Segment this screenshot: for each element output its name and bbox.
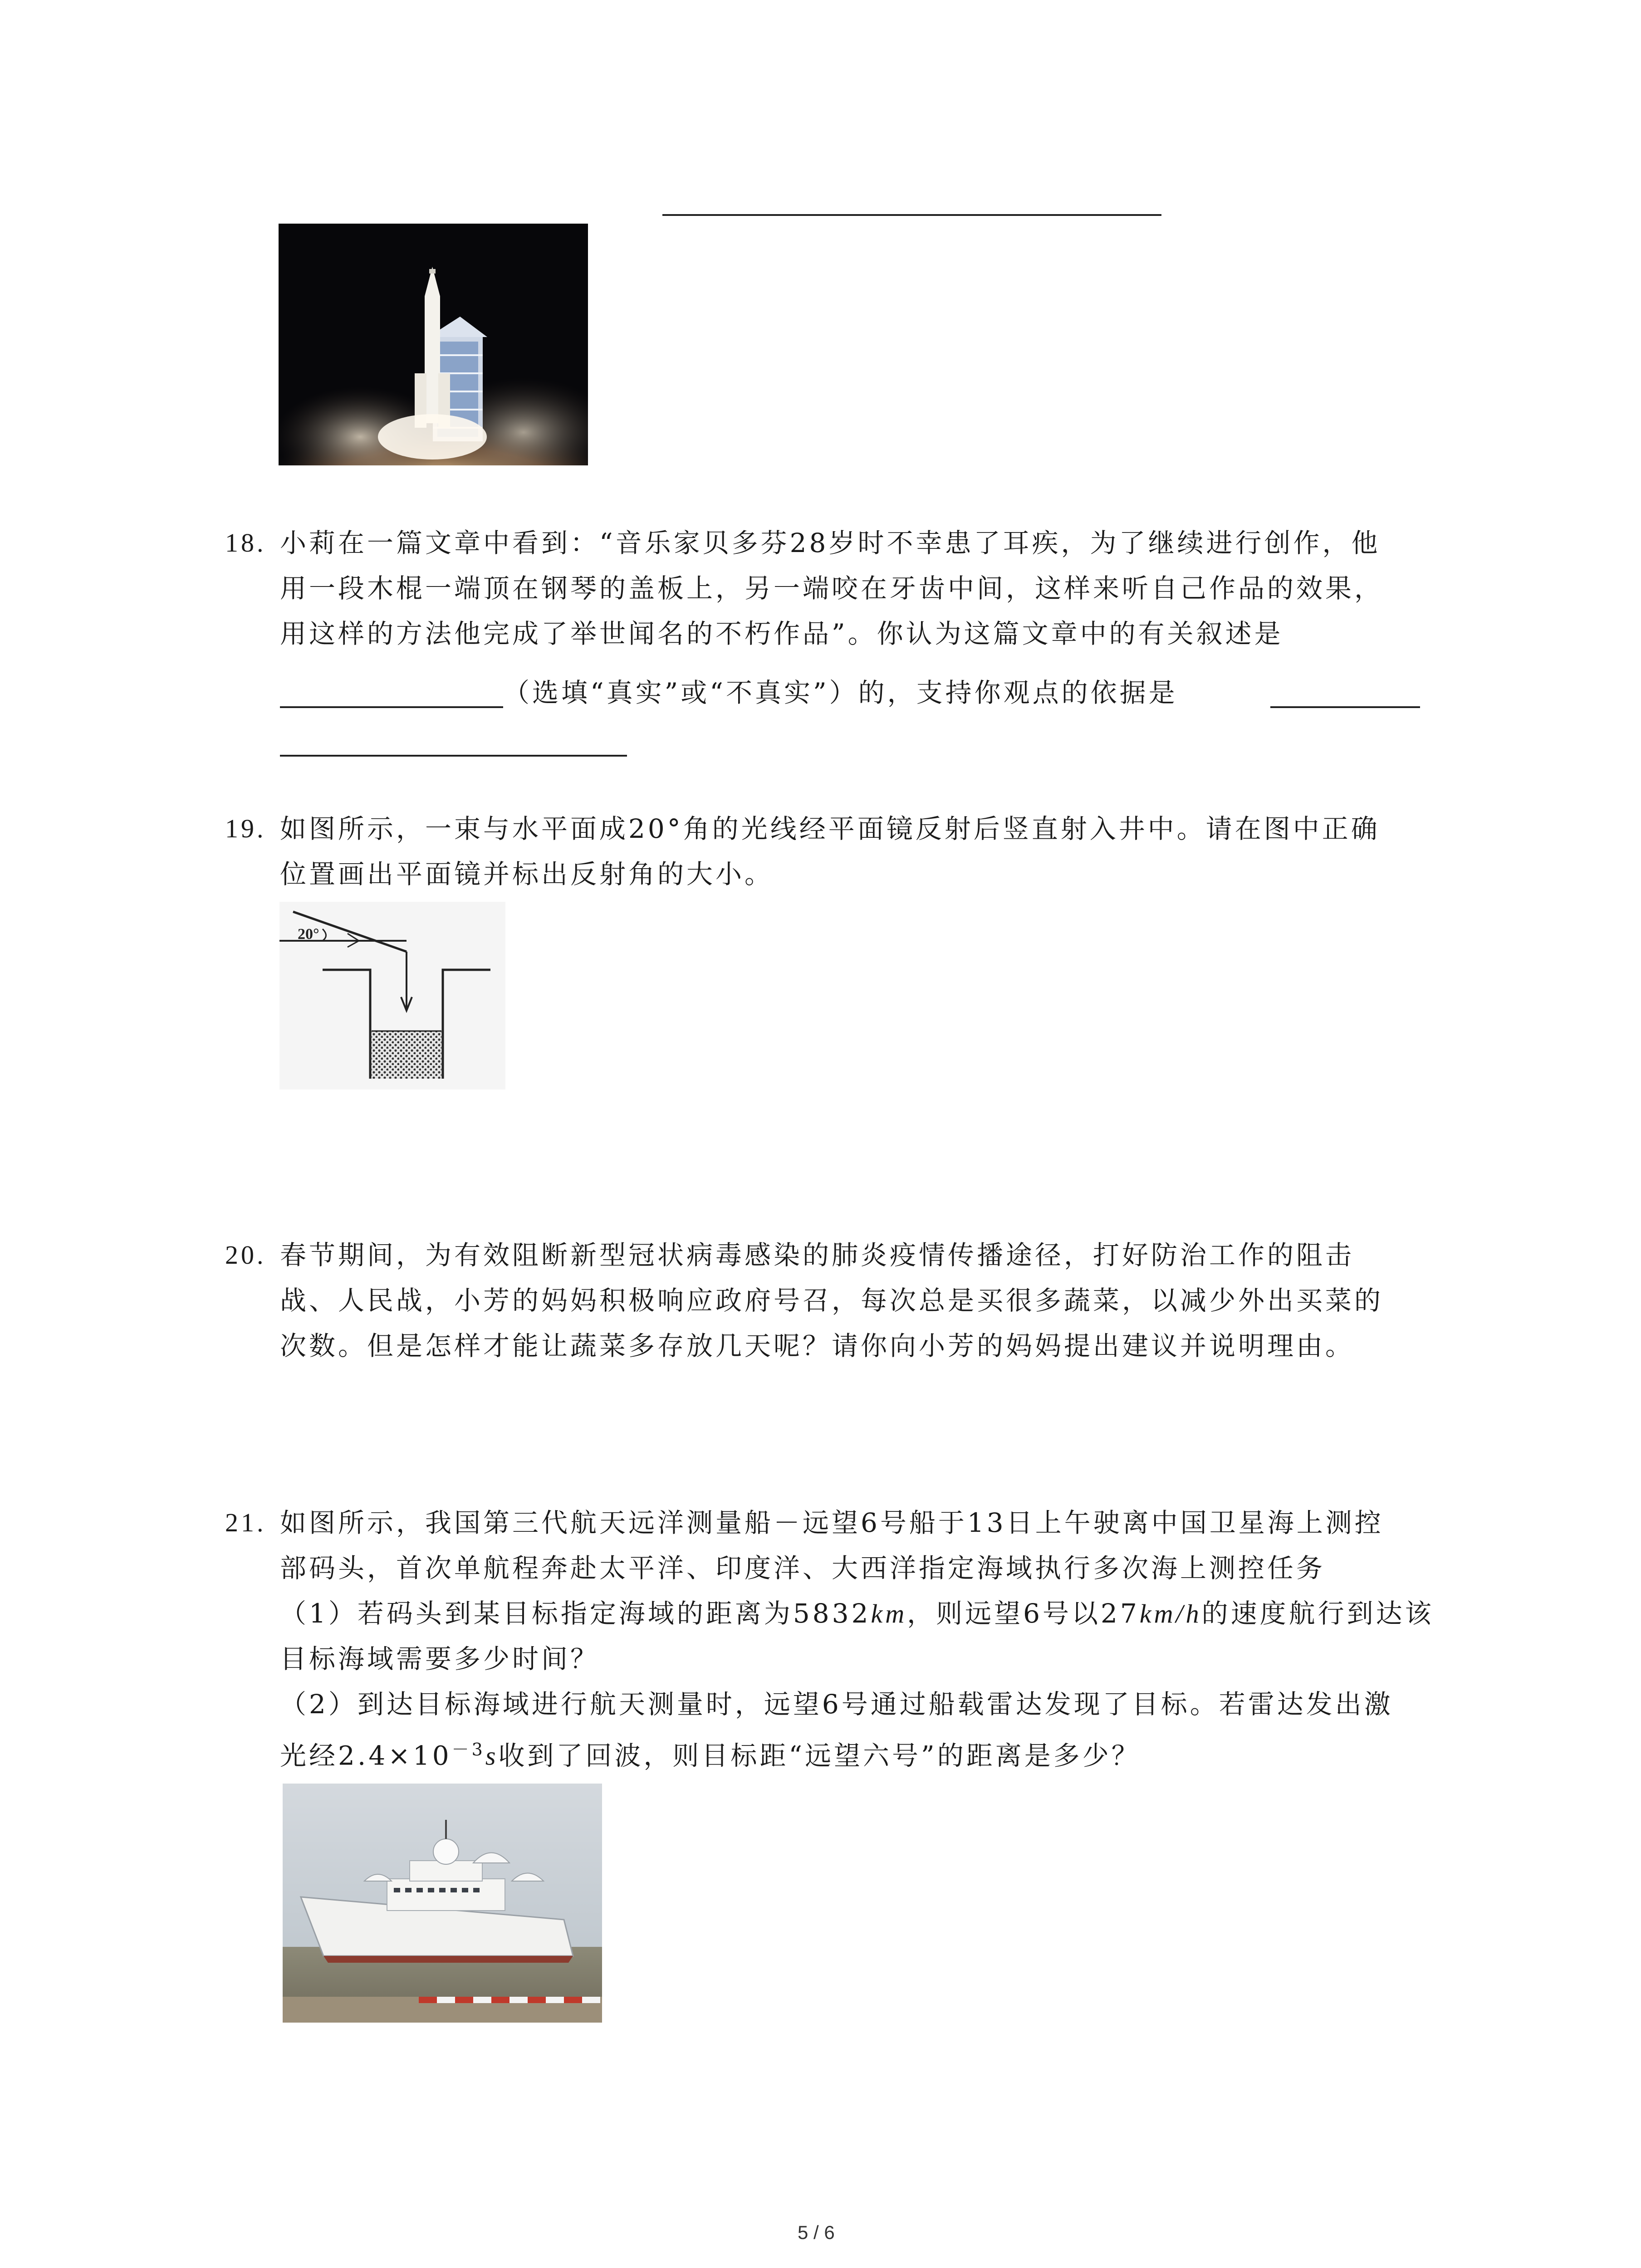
q21-part2-text-b: 收到了回波，则目标距“远望六号”的距离是多少？	[498, 1740, 1141, 1771]
q20-line-2: 战、人民战，小芳的妈妈积极响应政府号召，每次总是买很多蔬菜，以减少外出买菜的	[280, 1285, 1384, 1316]
well-water	[372, 1031, 441, 1079]
q20-line-3: 次数。但是怎样才能让蔬菜多存放几天呢？请你向小芳的妈妈提出建议并说明理由。	[280, 1330, 1355, 1361]
q19-line-2: 位置画出平面镜并标出反射角的大小。	[280, 859, 774, 890]
ship-image	[283, 1784, 602, 2023]
q19-line-1: 如图所示，一束与水平面成20°角的光线经平面镜反射后竖直射入井中。请在图中正确	[280, 813, 1380, 844]
q18-line-1: 小莉在一篇文章中看到：“音乐家贝多芬28岁时不幸患了耳疾，为了继续进行创作，他	[280, 528, 1381, 558]
q21-part1-line-2: 目标海域需要多少时间？	[280, 1643, 600, 1674]
well-diagram-svg	[279, 902, 505, 1090]
unit-km-per-h: km/h	[1139, 1599, 1202, 1628]
page-number: 5 / 6	[798, 2222, 835, 2243]
angle-label: 20°	[298, 926, 319, 943]
exponent: －3	[451, 1740, 485, 1760]
q18-line-3: 用这样的方法他完成了举世闻名的不朽作品”。你认为这篇文章中的有关叙述是	[280, 618, 1283, 649]
yuanwang-ship-photo	[283, 1784, 602, 2023]
unit-s: s	[485, 1741, 499, 1771]
q21-line-1: 如图所示，我国第三代航天远洋测量船－远望6号船于13日上午驶离中国卫星海上测控	[280, 1507, 1384, 1538]
q21-line-2: 部码头，首次单航程奔赴太平洋、印度洋、大西洋指定海域执行多次海上测控任务	[280, 1553, 1326, 1584]
q20-line-1: 春节期间，为有效阻断新型冠状病毒感染的肺炎疫情传播途径，打好防治工作的阻击	[280, 1240, 1355, 1271]
q21-part1-line-1	[280, 1591, 1434, 1637]
q21-part2-line-2	[280, 1727, 1141, 1779]
unit-km: km	[871, 1599, 907, 1628]
rocket-launch-image	[279, 224, 588, 465]
q18-answer-blank-2[interactable]	[1270, 706, 1420, 708]
question-number-18: 18.	[225, 528, 266, 557]
well-diagram	[279, 902, 505, 1090]
q21-part2-line-1: （2）到达目标海域进行航天测量时，远望6号通过船载雷达发现了目标。若雷达发出激	[280, 1689, 1393, 1720]
answer-blank-top[interactable]	[662, 214, 1161, 216]
q18-line-2: 用一段木棍一端顶在钢琴的盖板上，另一端咬在牙齿中间，这样来听自己作品的效果，	[280, 573, 1384, 604]
rocket-launch-photo	[279, 224, 588, 465]
q18-line-4: （选填“真实”或“不真实”）的，支持你观点的依据是	[503, 677, 1178, 708]
question-number-20: 20.	[225, 1240, 266, 1270]
q21-part1-text-b: ，则远望6号以27	[907, 1598, 1140, 1629]
q18-answer-blank-1[interactable]	[280, 706, 503, 708]
q21-part2-text-a: 光经2.4×10	[280, 1740, 452, 1771]
q18-answer-blank-3[interactable]	[280, 755, 627, 757]
q21-part1-text-a: （1）若码头到某目标指定海域的距离为5832	[280, 1598, 871, 1629]
q21-part1-text-c: 的速度航行到达该	[1201, 1598, 1434, 1629]
question-number-19: 19.	[225, 814, 266, 843]
question-number-21: 21.	[225, 1508, 266, 1537]
